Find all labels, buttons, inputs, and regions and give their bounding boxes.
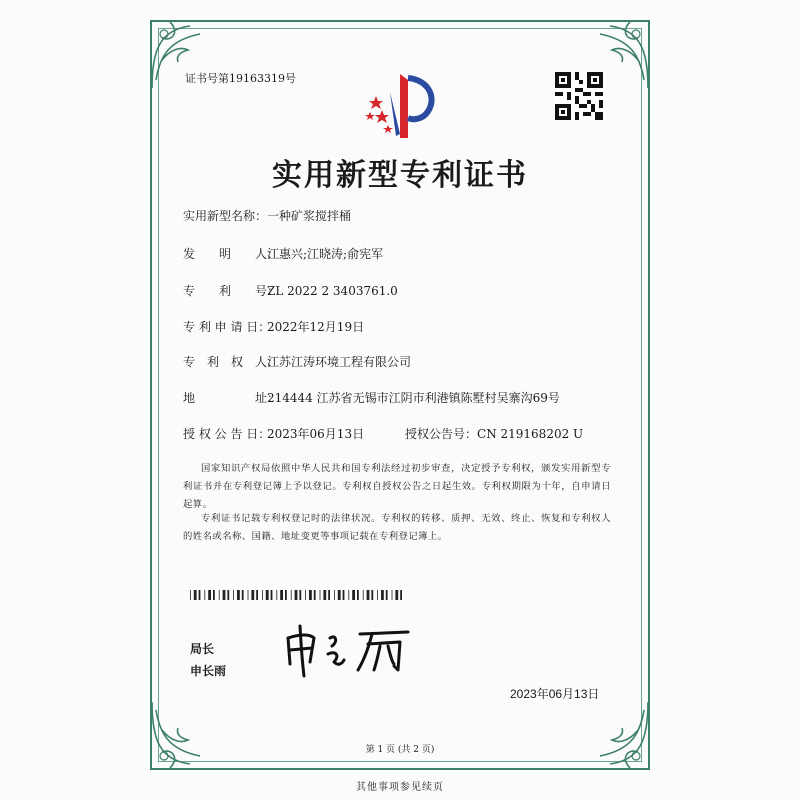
field-value: ZL 2022 2 3403761.0 <box>267 284 398 298</box>
field-label: 专 利 号： <box>183 284 280 298</box>
continuation-note: 其他事项参见续页 <box>356 782 444 793</box>
cnipa-emblem-icon <box>360 70 440 145</box>
legal-status-paragraph: 专利证书记载专利权登记时的法律状况。专利权的转移、质押、无效、终止、恢复和专利权人的姓名或名称、国籍、地址变更等事项记载在专利登记簿上。 <box>183 513 611 542</box>
field-label: 授权公告号： <box>405 427 478 441</box>
corner-ornament-icon <box>150 700 220 770</box>
field-application-date <box>183 318 364 335</box>
director-name: 申长雨 <box>190 664 227 678</box>
field-value: 2022年12月19日 <box>267 320 365 334</box>
field-label: 地 址： <box>183 391 280 405</box>
certificate-title: 实用新型专利证书 <box>272 158 528 193</box>
field-patentee <box>183 353 411 370</box>
handwritten-signature-icon <box>280 620 420 680</box>
field-value: 214444 江苏省无锡市江阴市利港镇陈墅村吴寨沟69号 <box>267 391 560 405</box>
field-label: 发 明 人： <box>183 247 280 261</box>
field-announcement-number <box>405 425 583 442</box>
barcode-icon <box>190 590 405 600</box>
signature-date: 2023年06月13日 <box>510 687 600 701</box>
field-value: 江苏江涛环境工程有限公司 <box>267 355 412 369</box>
field-label: 专 利 权 人： <box>183 355 280 369</box>
field-grant-date <box>183 425 364 442</box>
field-address <box>183 389 560 406</box>
grant-paragraph: 国家知识产权局依照中华人民共和国专利法经过初步审查，决定授予专利权，颁发实用新型专利证书并在专利登记簿上予以登记。专利权自授权公告之日起生效。专利权期限为十年，自申请日起算。 <box>183 463 611 510</box>
corner-ornament-icon <box>580 700 650 770</box>
field-value: 江惠兴;江晓涛;俞宪军 <box>267 247 384 261</box>
field-value: 2023年06月13日 <box>267 427 365 441</box>
field-value: CN 219168202 U <box>477 427 584 441</box>
field-value: 一种矿浆搅拌桶 <box>267 209 352 223</box>
qr-code-icon <box>555 72 603 120</box>
field-label: 授 权 公 告 日： <box>183 427 271 441</box>
field-utility-model-name <box>183 207 351 224</box>
field-label: 实用新型名称： <box>183 209 268 223</box>
field-patent-number <box>183 282 398 299</box>
field-label: 专 利 申 请 日： <box>183 320 271 334</box>
certificate-number: 证书号第19163319号 <box>185 72 296 85</box>
bureau-title: 局长 <box>190 642 215 656</box>
page-number: 第 1 页 (共 2 页) <box>365 745 435 755</box>
field-inventors <box>183 245 383 262</box>
